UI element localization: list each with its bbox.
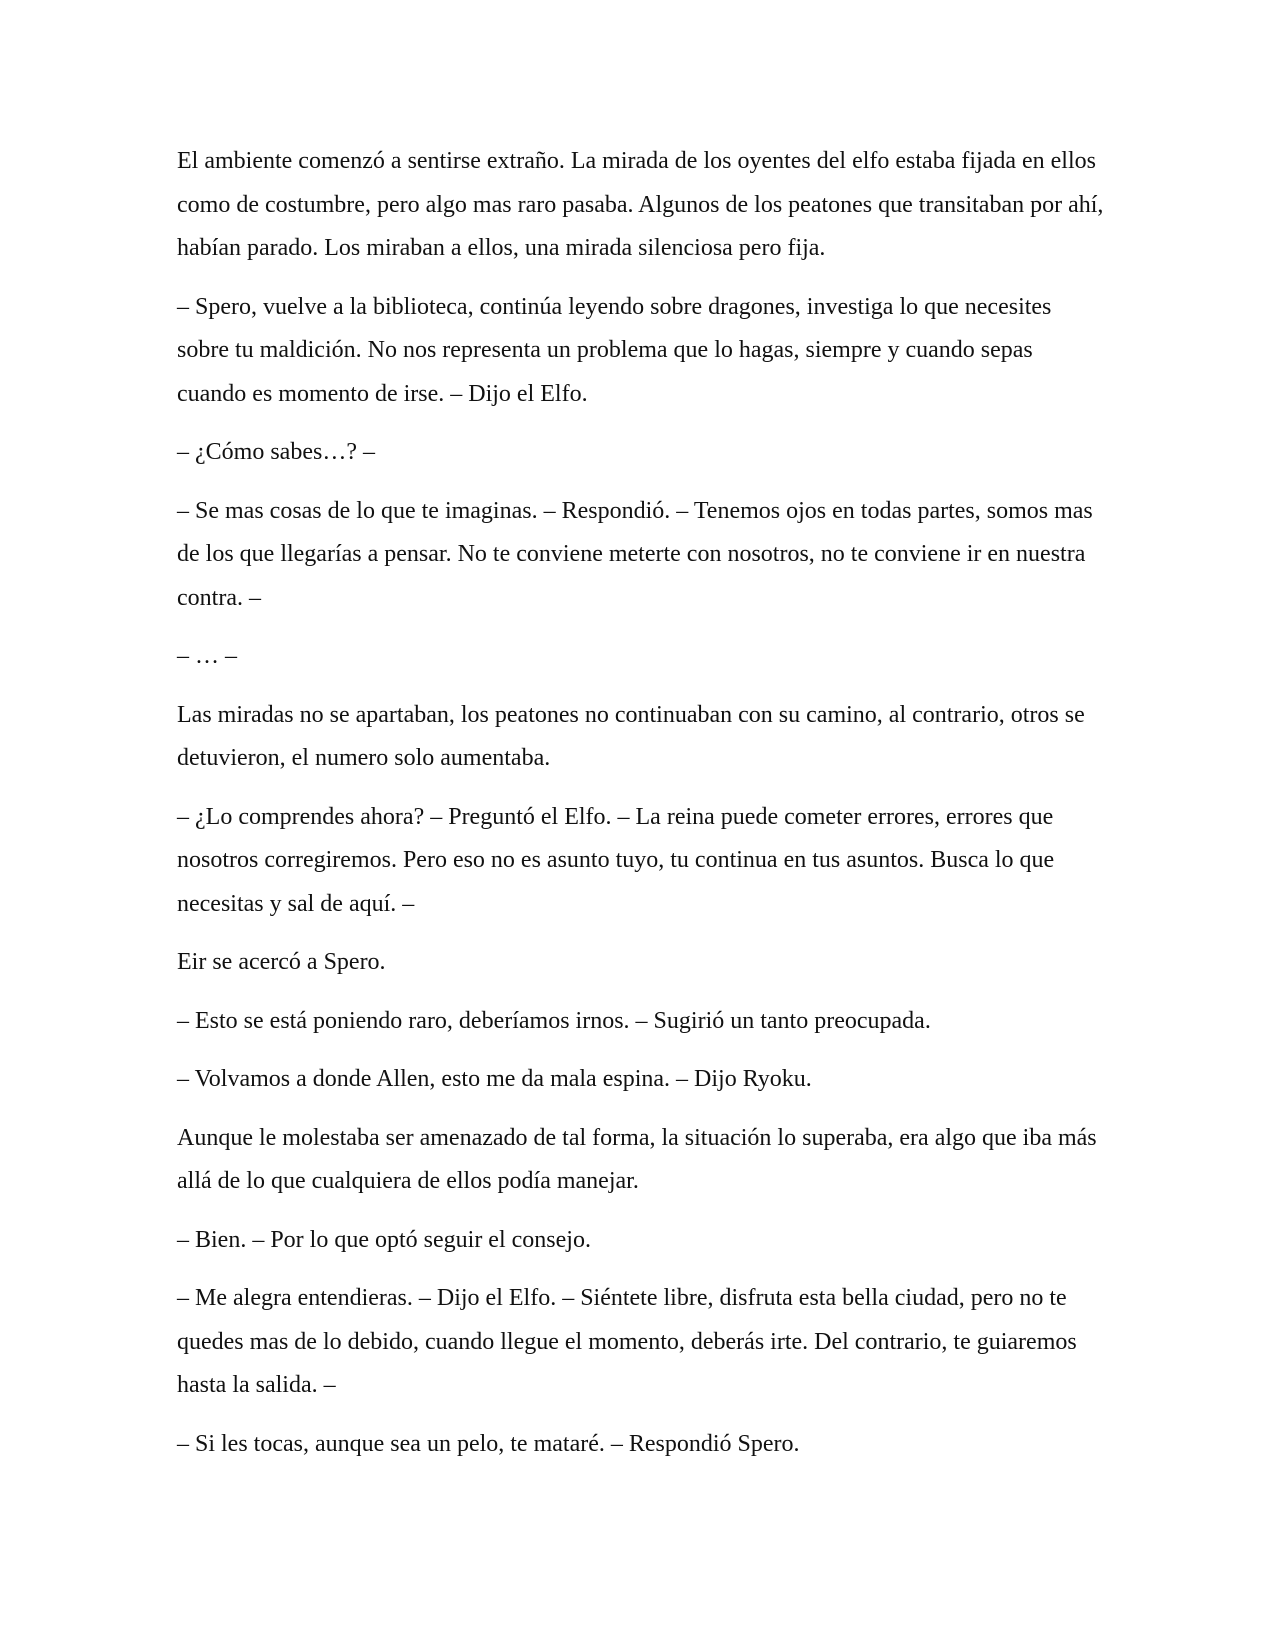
paragraph: – ¿Cómo sabes…? – <box>177 439 375 465</box>
paragraph: – ¿Lo comprendes ahora? – Preguntó el Elfo. – La reina puede cometer errores, errores que nosotros corregiremos. Pero eso no es asunto tuyo, tu continua en tus asuntos. Busca lo que necesitas y sal de aquí. – <box>177 803 1055 917</box>
paragraph: – Spero, vuelve a la biblioteca, continúa leyendo sobre dragones, investiga lo que necesites sobre tu maldición. No nos representa un problema que lo hagas, siempre y cuando sepas cuando es momento de irse. – Dijo el Elfo. <box>177 293 1052 407</box>
paragraph: – … – <box>177 643 237 669</box>
document-body <box>177 140 1107 1481</box>
paragraph: – Volvamos a donde Allen, esto me da mala espina. – Dijo Ryoku. <box>177 1066 812 1092</box>
paragraph: – Se mas cosas de lo que te imaginas. – Respondió. – Tenemos ojos en todas partes, somos mas de los que llegarías a pensar. No te conviene meterte con nosotros, no te conviene ir en nuestra contra. – <box>177 497 1093 611</box>
paragraph: – Bien. – Por lo que optó seguir el consejo. <box>177 1226 591 1253</box>
paragraph: – Si les tocas, aunque sea un pelo, te mataré. – Respondió Spero. <box>177 1430 800 1457</box>
paragraph: Aunque le molestaba ser amenazado de tal forma, la situación lo superaba, era algo que iba más allá de lo que cualquiera de ellos podía manejar. <box>177 1124 1097 1194</box>
paragraph: – Esto se está poniendo raro, deberíamos irnos. – Sugirió un tanto preocupada. <box>177 1007 931 1034</box>
paragraph: – Me alegra entendieras. – Dijo el Elfo. – Siéntete libre, disfruta esta bella ciudad, pero no te quedes mas de lo debido, cuando llegue el momento, deberás irte. Del contrario, te guiaremos hasta la salida. – <box>177 1285 1077 1398</box>
paragraph: El ambiente comenzó a sentirse extraño. La mirada de los oyentes del elfo estaba fijada en ellos como de costumbre, pero algo mas raro pasaba. Algunos de los peatones que transitaban por ahí, habían parado. Los miraban a ellos, una mirada silenciosa pero fija. <box>177 148 1104 261</box>
paragraph: Eir se acercó a Spero. <box>177 949 386 975</box>
paragraph: Las miradas no se apartaban, los peatones no continuaban con su camino, al contrario, otros se detuvieron, el numero solo aumentaba. <box>177 701 1085 771</box>
